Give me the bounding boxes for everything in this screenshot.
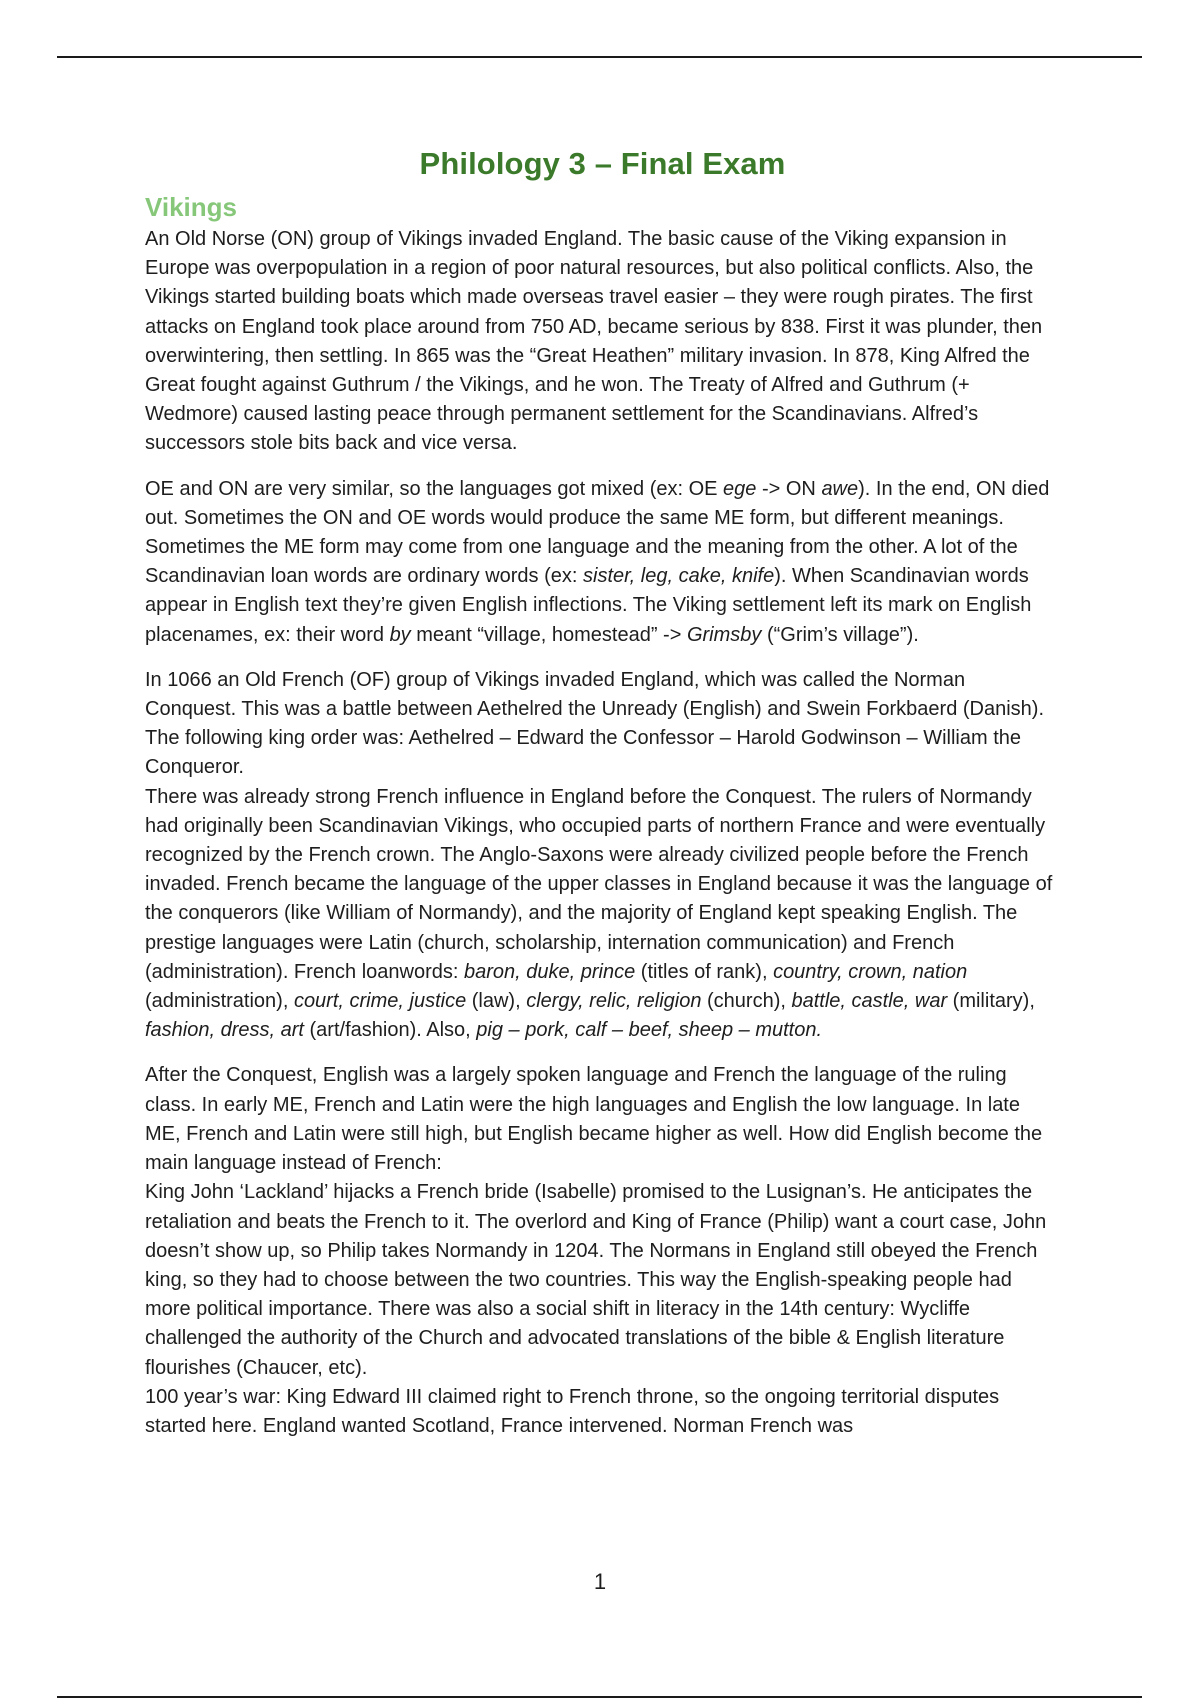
text-run: (military), — [947, 990, 1035, 1013]
footer-rule — [57, 1696, 1142, 1698]
body-text — [145, 225, 1060, 1441]
italic-term: sister, leg, cake, knife — [583, 565, 775, 588]
text-run: (law), — [466, 990, 527, 1013]
text-run: ). When Scandinavian words appear in English text they’re given English inflections. The Viking settlement left its mark on English placenames, ex: their word — [145, 565, 1032, 646]
italic-term: baron, duke, prince — [464, 960, 636, 983]
italic-term: battle, castle, war — [791, 990, 948, 1013]
text-run: OE and ON are very similar, so the languages got mixed (ex: OE — [145, 477, 724, 500]
text-run: 100 year’s war: King Edward III claimed right to French throne, so the ongoing territorial disputes started here. England wanted Scotland, France intervened. Norman French was — [145, 1385, 1000, 1437]
italic-term: pig – pork, calf – beef, sheep – mutton. — [476, 1019, 823, 1042]
text-run: (“Grim’s village”). — [761, 623, 919, 646]
text-run: -> ON — [756, 477, 822, 500]
italic-term: awe — [821, 477, 859, 500]
paragraph — [145, 475, 1060, 650]
page-number: 1 — [593, 1569, 607, 1594]
paragraph — [145, 225, 1060, 459]
italic-term: ege — [723, 477, 757, 500]
text-run: There was already strong French influence in England before the Conquest. The rulers of Normandy had originally been Scandinavian Vikings, who occupied parts of northern France and were eventually recognized by the French crown. The Anglo-Saxons were already civilized people before the French invaded. French became the language of the upper classes in England because it was the language of the conquerors (like William of Normandy), and the majority of England kept speaking English. The prestige languages were Latin (church, scholarship, internation communication) and French (administration). French loanwords: — [145, 785, 1053, 983]
paragraph — [145, 666, 1060, 1046]
italic-term: court, crime, justice — [293, 990, 467, 1013]
text-run: (art/fashion). Also, — [303, 1019, 477, 1042]
italic-term: by — [389, 623, 411, 646]
text-run: King John ‘Lackland’ hijacks a French bride (Isabelle) promised to the Lusignan’s. He anticipates the retaliation and beats the French to it. The overlord and King of France (Philip) want a court case, John doesn’t show up, so Philip takes Normandy in 1204. The Normans in England still obeyed the French king, so they had to choose between the two countries. This way the English-speaking people had more political importance. There was also a social shift in literacy in the 14th century: Wycliffe challenged the authority of the Church and advocated translations of the bible & English literature flourishes (Chaucer, etc). — [145, 1181, 1047, 1379]
text-run: meant “village, homestead” -> — [410, 623, 687, 646]
text-run: (church), — [701, 990, 792, 1013]
text-run: (administration), — [145, 990, 294, 1013]
italic-term: clergy, relic, religion — [526, 990, 702, 1013]
header-rule — [57, 56, 1142, 58]
document-page — [145, 140, 1060, 1441]
italic-term: country, crown, nation — [773, 960, 968, 983]
document-title: Philology 3 – Final Exam — [419, 146, 786, 181]
text-run: After the Conquest, English was a largely spoken language and French the language of the ruling class. In early ME, French and Latin were the high languages and English the low language. In late ME, French and Latin were still high, but English became higher as well. How did English become the main language instead of French: — [145, 1064, 1043, 1175]
paragraph — [145, 1061, 1060, 1441]
italic-term: fashion, dress, art — [145, 1019, 304, 1042]
text-run: An Old Norse (ON) group of Vikings invaded England. The basic cause of the Viking expansion in Europe was overpopulation in a region of poor natural resources, but also political conflicts. Also, the Vikings started building boats which made overseas travel easier – they were rough pirates. The first attacks on England took place around from 750 AD, became serious by 838. First it was plunder, then overwintering, then settling. In 865 was the “Great Heathen” military invasion. In 878, King Alfred the Great fought against Guthrum / the Vikings, and he won. The Treaty of Alfred and Guthrum (+ Wedmore) caused lasting peace through permanent settlement for the Scandinavians. Alfred’s successors stole bits back and vice versa. — [145, 228, 1043, 455]
text-run: (titles of rank), — [635, 960, 774, 983]
text-run: In 1066 an Old French (OF) group of Vikings invaded England, which was called the Norman Conquest. This was a battle between Aethelred the Unready (English) and Swein Forkbaerd (Danish). The following king order was: Aethelred – Edward the Confessor – Harold Godwinson – William the Conqueror. — [145, 668, 1045, 779]
section-heading: Vikings — [145, 192, 238, 222]
italic-term: Grimsby — [686, 623, 762, 646]
text-run: ). In the end, ON died out. Sometimes the ON and OE words would produce the same ME form, but different meanings. Sometimes the ME form may come from one language and the meaning from the other. A lot of the Scandinavian loan words are ordinary words (ex: — [145, 477, 1050, 588]
